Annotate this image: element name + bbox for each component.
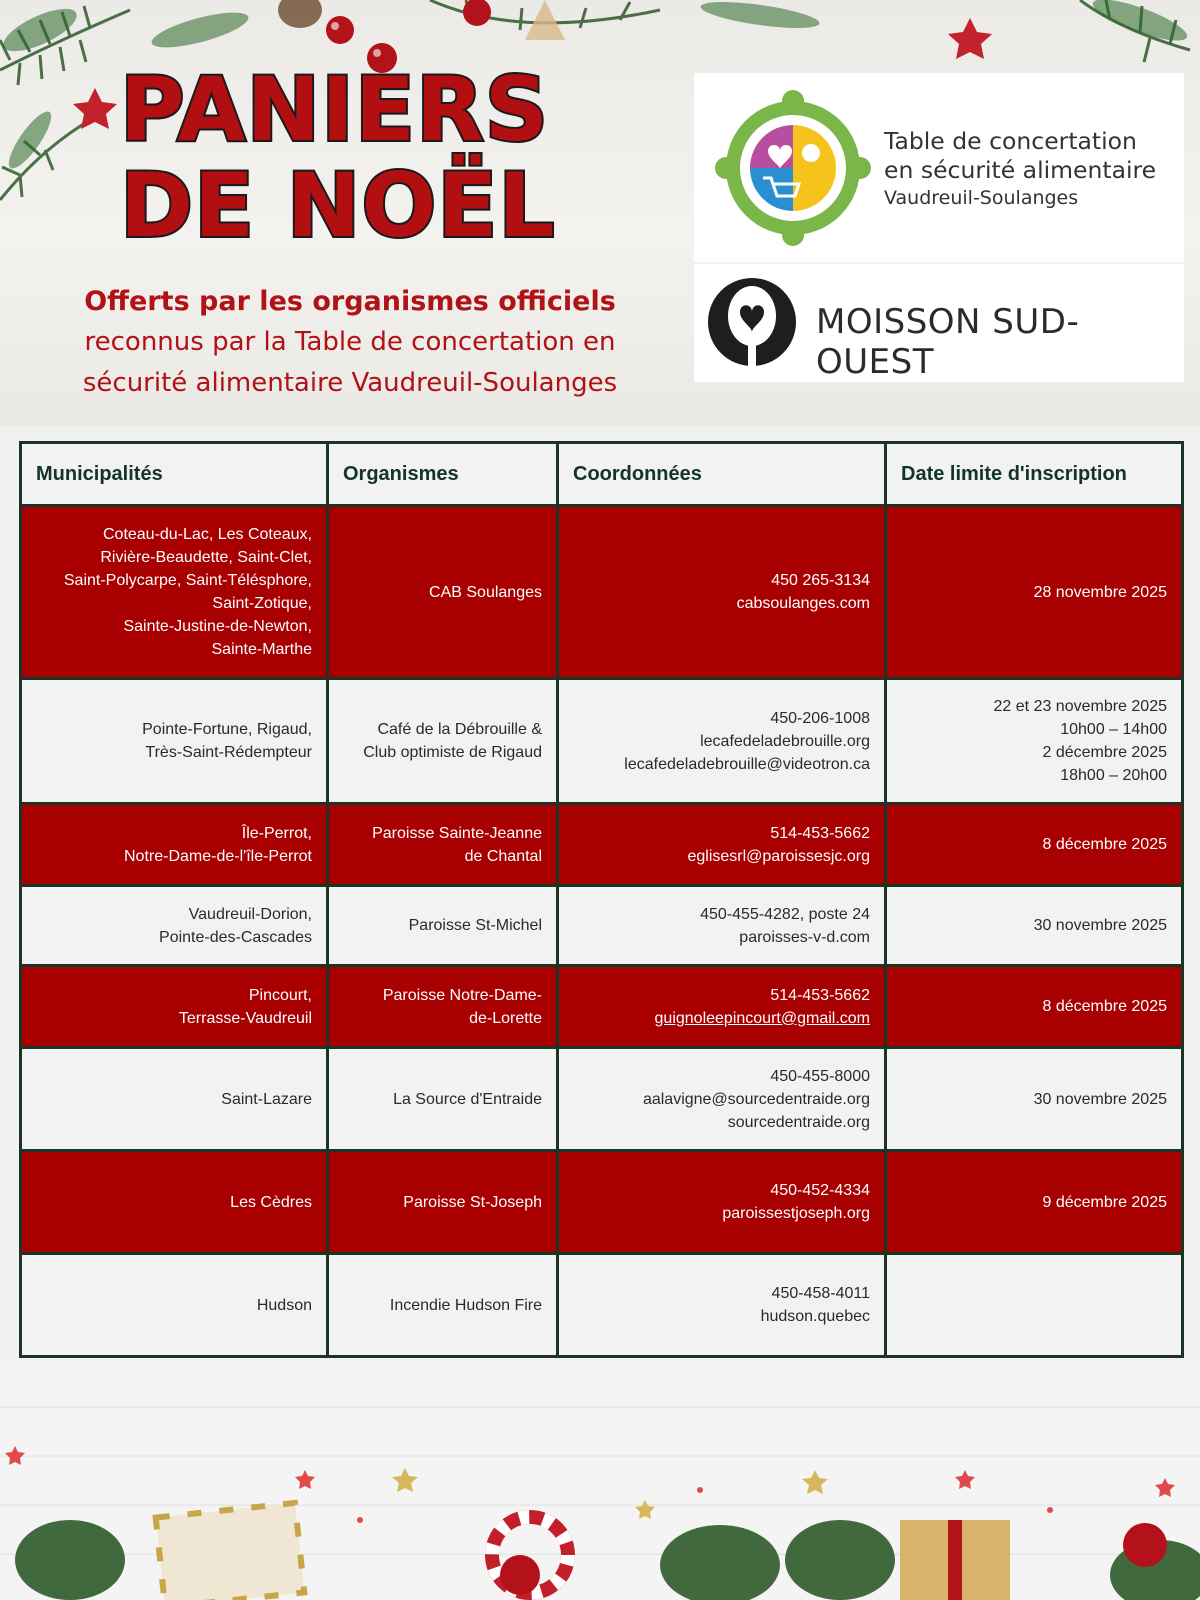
email-link[interactable]: eglisesrl@paroissesjc.org xyxy=(687,847,870,865)
cell-line: Rivière-Beaudette, Saint-Clet, xyxy=(100,549,312,566)
table-header-row xyxy=(21,443,1183,506)
cell-line: Hudson xyxy=(256,1296,312,1314)
cell-organismes xyxy=(328,886,558,966)
phone-number: 514-453-5662 xyxy=(770,986,870,1004)
table-row xyxy=(21,1048,1183,1151)
cell-line: Les Cèdres xyxy=(230,1193,312,1211)
cell-municipalites xyxy=(21,886,328,966)
cell-line: Paroisse Sainte-Jeanne xyxy=(372,824,542,842)
cell-line: 28 novembre 2025 xyxy=(1033,583,1167,601)
cell-municipalites xyxy=(21,679,328,804)
table-row xyxy=(21,1151,1183,1254)
phone-number: 450-458-4011 xyxy=(771,1285,870,1302)
cell-municipalites xyxy=(21,1151,328,1254)
cell-coordonnees xyxy=(558,679,886,804)
spoon-heart-icon xyxy=(704,278,800,374)
title-line-2: DE NOËL xyxy=(120,154,556,257)
website-link[interactable]: paroissestjoseph.org xyxy=(722,1205,870,1222)
subtitle xyxy=(60,282,640,404)
cell-line: 10h00 – 14h00 xyxy=(1060,721,1167,738)
cell-municipalites xyxy=(21,966,328,1048)
website-link[interactable]: sourcedentraide.org xyxy=(727,1113,870,1131)
concertation-circle-icon xyxy=(708,83,878,253)
table-row xyxy=(21,1254,1183,1357)
cell-organismes xyxy=(328,506,558,679)
cell-line: de-Lorette xyxy=(469,1009,542,1027)
header-coordonnees: Coordonnées xyxy=(558,443,886,506)
cell-date xyxy=(886,679,1183,804)
table-row xyxy=(21,886,1183,966)
cell-line: Café de la Débrouille & xyxy=(377,721,542,738)
cell-line: Saint-Polycarpe, Saint-Télésphore, xyxy=(63,572,312,589)
cell-municipalites xyxy=(21,1048,328,1151)
cell-date xyxy=(886,804,1183,886)
cell-coordonnees xyxy=(558,886,886,966)
cell-line: Coteau-du-Lac, Les Coteaux, xyxy=(102,526,312,543)
header-municipalites: Municipalités xyxy=(21,443,328,506)
table-concertation-logo xyxy=(694,73,1184,262)
cell-organismes xyxy=(328,804,558,886)
cell-line: 8 décembre 2025 xyxy=(1042,836,1167,853)
table-row xyxy=(21,804,1183,886)
cell-coordonnees xyxy=(558,804,886,886)
cell-date xyxy=(886,966,1183,1048)
cell-date xyxy=(886,1254,1183,1357)
email-link[interactable]: lecafedeladebrouille@videotron.ca xyxy=(624,755,870,773)
cell-line: 22 et 23 novembre 2025 xyxy=(993,698,1167,715)
cell-line: 18h00 – 20h00 xyxy=(1060,767,1167,784)
cell-line: 30 novembre 2025 xyxy=(1033,1090,1167,1108)
concertation-line-2: en sécurité alimentaire xyxy=(884,156,1157,184)
cell-date xyxy=(886,1151,1183,1254)
cell-line: Paroisse Notre-Dame- xyxy=(382,986,542,1004)
website-link[interactable]: cabsoulanges.com xyxy=(736,595,870,612)
subtitle-line-3: sécurité alimentaire Vaudreuil-Soulanges xyxy=(82,368,618,398)
website-link[interactable]: lecafedeladebrouille.org xyxy=(700,732,870,750)
cell-organismes xyxy=(328,1048,558,1151)
header-banner xyxy=(0,0,1200,426)
cell-coordonnees xyxy=(558,966,886,1048)
cell-municipalites xyxy=(21,506,328,679)
subtitle-line-1: Offerts par les organismes officiels xyxy=(84,286,616,317)
website-link[interactable]: paroisses-v-d.com xyxy=(739,928,870,946)
cell-line: Paroisse St-Joseph xyxy=(403,1193,542,1211)
concertation-line-1: Table de concertation xyxy=(884,127,1137,155)
cell-line: de Chantal xyxy=(464,847,542,865)
cell-line: Île-Perrot, xyxy=(241,824,312,842)
paniers-table xyxy=(19,441,1184,1358)
cell-line: Saint-Zotique, xyxy=(212,595,312,612)
cell-line: Saint-Lazare xyxy=(221,1090,312,1108)
cell-organismes xyxy=(328,966,558,1048)
christmas-decorations-illustration xyxy=(0,1360,1200,1600)
cell-line: Sainte-Marthe xyxy=(211,641,312,658)
cell-line: Paroisse St-Michel xyxy=(408,917,542,934)
title-line-1: PANIERS xyxy=(120,58,550,161)
cell-line: Club optimiste de Rigaud xyxy=(363,744,542,761)
cell-coordonnees xyxy=(558,1048,886,1151)
cell-municipalites xyxy=(21,804,328,886)
website-link[interactable]: hudson.quebec xyxy=(760,1308,870,1325)
cell-municipalites xyxy=(21,1254,328,1357)
cell-line: Pincourt, xyxy=(248,986,312,1004)
cell-line: 2 décembre 2025 xyxy=(1042,744,1167,761)
header-organismes: Organismes xyxy=(328,443,558,506)
cell-line: Sainte-Justine-de-Newton, xyxy=(123,618,312,635)
cell-date xyxy=(886,1048,1183,1151)
phone-number: 450-452-4334 xyxy=(770,1182,870,1199)
cell-coordonnees xyxy=(558,1254,886,1357)
cell-line: Terrasse-Vaudreuil xyxy=(178,1009,312,1027)
footer-decoration xyxy=(0,1360,1200,1600)
cell-line: Pointe-des-Cascades xyxy=(159,928,312,946)
concertation-text xyxy=(884,127,1156,211)
cell-coordonnees xyxy=(558,506,886,679)
cell-organismes xyxy=(328,1151,558,1254)
cell-organismes xyxy=(328,1254,558,1357)
header-date-limite: Date limite d'inscription xyxy=(886,443,1183,506)
cell-line: Vaudreuil-Dorion, xyxy=(188,905,312,923)
cell-line: 9 décembre 2025 xyxy=(1042,1193,1167,1211)
cell-organismes xyxy=(328,679,558,804)
phone-number: 450 265-3134 xyxy=(771,572,870,589)
cell-line: 30 novembre 2025 xyxy=(1033,917,1167,934)
moisson-sud-ouest-logo xyxy=(694,264,1184,382)
cell-line: 8 décembre 2025 xyxy=(1042,998,1167,1015)
cell-line: Notre-Dame-de-l'île-Perrot xyxy=(124,847,312,865)
email-link[interactable]: aalavigne@sourcedentraide.org xyxy=(642,1090,870,1108)
subtitle-line-2: reconnus par la Table de concertation en xyxy=(84,327,616,357)
cell-coordonnees xyxy=(558,1151,886,1254)
cell-line: La Source d'Entraide xyxy=(393,1090,542,1108)
phone-number: 450-455-8000 xyxy=(770,1067,870,1085)
table-row xyxy=(21,966,1183,1048)
phone-number: 450-206-1008 xyxy=(770,709,870,727)
cell-line: Incendie Hudson Fire xyxy=(389,1296,542,1314)
cell-date xyxy=(886,886,1183,966)
cell-line: CAB Soulanges xyxy=(429,583,542,601)
table-row xyxy=(21,679,1183,804)
cell-line: Pointe-Fortune, Rigaud, xyxy=(142,721,312,738)
email-link[interactable]: guignoleepincourt@gmail.com xyxy=(654,1009,870,1027)
moisson-name: MOISSON SUD-OUEST xyxy=(816,302,1080,382)
cell-date xyxy=(886,506,1183,679)
page-title xyxy=(120,58,556,257)
table-row xyxy=(21,506,1183,679)
phone-number: 514-453-5662 xyxy=(770,824,870,842)
phone-number: 450-455-4282, poste 24 xyxy=(700,905,870,923)
concertation-line-3: Vaudreuil-Soulanges xyxy=(884,187,1079,209)
cell-line: Très-Saint-Rédempteur xyxy=(145,744,312,761)
